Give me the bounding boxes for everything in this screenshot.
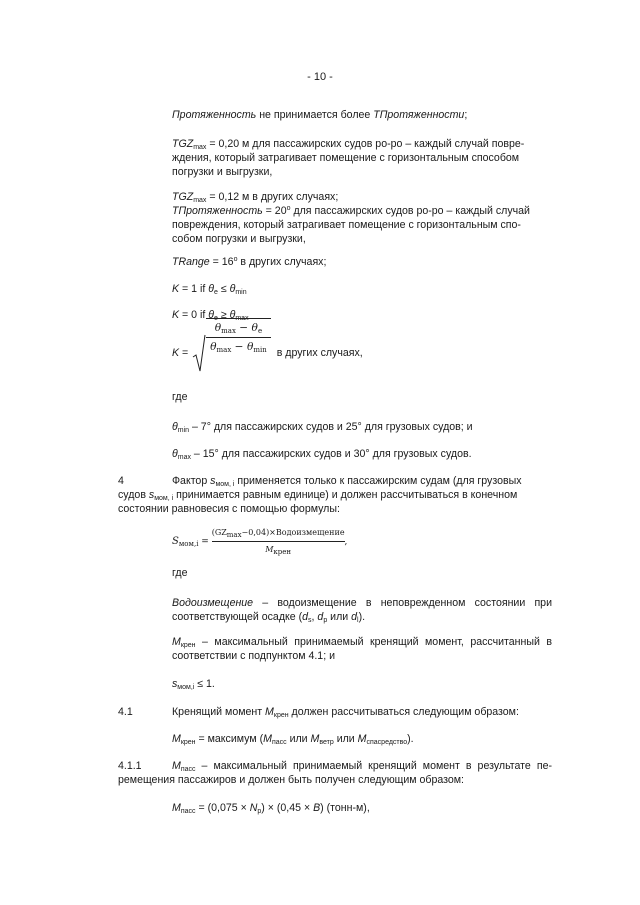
fraction-numerator: [212, 526, 345, 540]
line: [118, 759, 552, 773]
subscript: пасс: [271, 739, 287, 746]
text: применяется только к пассажирским судам (для грузовых: [234, 475, 522, 487]
var-s: s: [148, 489, 155, 501]
paragraph-trange: [172, 255, 552, 269]
text: соответствующей осадке (: [172, 611, 303, 623]
text: принимается равным единице) и должен рассчитываться в конечном: [173, 489, 518, 501]
text: ≥: [217, 309, 230, 321]
line: [172, 137, 552, 151]
paragraph-tgz-other: [172, 190, 552, 246]
var-d: d: [317, 611, 324, 623]
var-m: M: [265, 706, 274, 718]
line: ремещения пассажиров и должен быть получен следующим образом:: [118, 774, 464, 786]
var-s: S: [172, 535, 179, 547]
text: – максимальный принимаемый кренящий момент в результате пе-: [195, 760, 552, 772]
text: или: [327, 611, 352, 623]
text: −: [231, 341, 247, 353]
var-theta: θ: [210, 341, 217, 353]
line: погрузки и выгрузки,: [172, 166, 273, 178]
text: ).: [407, 733, 414, 745]
subscript: max: [216, 346, 232, 354]
var-m: M: [357, 733, 367, 745]
subscript: крен: [273, 548, 292, 556]
var-d: d: [302, 611, 309, 623]
text: =: [198, 536, 212, 547]
text: ) × (0,45 ×: [261, 802, 314, 814]
text: для пассажирских судов ро-ро – каждый случай: [290, 205, 530, 217]
fraction-denominator: [265, 543, 291, 557]
text: должен рассчитываться следующим образом:: [288, 706, 519, 718]
line: ждения, который затрагивает помещение с горизонтальным способом: [172, 152, 520, 164]
section-number: 4: [118, 475, 124, 487]
text: ;: [464, 109, 468, 121]
term-length: Протяженность: [172, 109, 257, 121]
subscript: p: [323, 617, 328, 624]
paragraph-m-heel-max: [172, 732, 552, 746]
fraction-bar: [212, 541, 345, 542]
text: = 0,12 м в других случаях;: [206, 191, 339, 203]
section-number: 4.1.1: [118, 760, 142, 772]
subscript: p: [257, 808, 262, 815]
text: (GZ: [211, 528, 227, 537]
superscript: o: [286, 205, 291, 212]
label-where: где: [172, 567, 188, 579]
var-s: s: [172, 678, 178, 690]
paragraph-m-heel: [172, 635, 552, 663]
paragraph-heeling-moment: [172, 705, 552, 719]
text: = 16: [209, 256, 234, 268]
formula-k-sqrt: [172, 322, 363, 373]
var-s: s: [210, 475, 216, 487]
var-m: M: [172, 636, 181, 648]
text: или: [333, 733, 358, 745]
sqrt-content: [206, 318, 271, 354]
var-theta: θ: [172, 421, 178, 433]
subscript: max: [177, 454, 191, 461]
paragraph-tgz-roro: [172, 137, 552, 179]
line: собом погрузки и выгрузки,: [172, 233, 306, 245]
var-m: M: [172, 760, 181, 772]
term-displacement: Водоизмещение: [172, 597, 254, 609]
var-theta: θ: [251, 322, 258, 334]
var-m: M: [265, 545, 274, 554]
text: Кренящий момент: [172, 706, 266, 718]
text: ≤: [217, 283, 230, 295]
subscript: s: [308, 617, 312, 624]
subscript: min: [253, 346, 267, 354]
term-tgz: TGZ: [172, 138, 194, 150]
term-tgz: TGZ: [172, 191, 194, 203]
line: [172, 204, 552, 218]
text: или: [286, 733, 311, 745]
text: ,: [344, 536, 348, 547]
paragraph-m-pass: [118, 759, 552, 787]
text: – 15° для пассажирских судов и 30° для грузовых судов.: [190, 448, 472, 460]
line: состоянии равновесия с помощью формулы:: [118, 503, 340, 515]
subscript: мом,i: [178, 539, 199, 548]
var-b: B: [313, 802, 321, 814]
subscript: max: [226, 531, 242, 539]
text: – 7° для пассажирских судов и 25° для грузовых судов; и: [189, 421, 473, 433]
paragraph-m-pass-formula: [172, 801, 552, 815]
line: [172, 596, 552, 610]
page-number: - 10 -: [307, 71, 333, 83]
text: = 0,20 м для пассажирских судов ро-ро – каждый случай повре-: [206, 138, 525, 150]
text: =: [179, 347, 192, 359]
line: [172, 610, 552, 624]
subscript: мом, i: [154, 495, 174, 502]
text: = максимум (: [195, 733, 264, 745]
subscript: спасредство: [366, 739, 408, 746]
paragraph-theta-max: [172, 447, 552, 461]
subscript: пасс: [180, 766, 196, 773]
subscript: крен: [180, 642, 196, 649]
text: – максимальный принимаемый кренящий момент, рассчитанный в: [195, 636, 552, 648]
subscript: l: [357, 617, 359, 624]
text: −0,04)×Водоизмещение: [241, 528, 345, 537]
fraction: [212, 526, 345, 557]
paragraph-k-equals-1: [172, 282, 552, 296]
paragraph-factor-s: [118, 474, 552, 516]
line: [118, 488, 552, 502]
subscript: max: [221, 327, 236, 335]
var-m: M: [172, 733, 181, 745]
var-theta: θ: [229, 283, 236, 295]
var-m: M: [263, 733, 272, 745]
formula-s-mom: [172, 526, 347, 557]
subscript: max: [193, 144, 207, 151]
subscript: крен: [180, 739, 196, 746]
subscript: max: [193, 197, 207, 204]
label-where: где: [172, 391, 188, 403]
line: [118, 474, 552, 488]
var-k: K: [172, 309, 180, 321]
text: = 1 if: [179, 283, 209, 295]
subscript: мом, i: [215, 481, 235, 488]
var-n: N: [249, 802, 258, 814]
text: судов: [118, 489, 149, 501]
subscript: min: [177, 427, 190, 434]
lhs: [172, 535, 198, 549]
subscript: пасс: [180, 808, 196, 815]
var-k: K: [172, 283, 180, 295]
term-t-length: TПротяженности: [373, 109, 465, 121]
subscript: мом,i: [177, 684, 195, 691]
text: = 0 if: [179, 309, 209, 321]
text: ≤ 1.: [194, 678, 215, 690]
fraction-denominator: [206, 340, 271, 354]
var-theta: θ: [172, 448, 178, 460]
paragraph-length-limit: [172, 108, 552, 122]
var-theta: θ: [208, 309, 214, 321]
fraction-bar: [206, 337, 271, 338]
line: соответствии с подпунктом 4.1; и: [172, 650, 335, 662]
var-theta: θ: [246, 341, 254, 353]
section-number: 4.1: [118, 706, 133, 718]
term-trange: TRange: [172, 256, 210, 268]
paragraph-s-limit: [172, 677, 552, 691]
subscript: min: [235, 289, 247, 296]
fraction-numerator: [211, 321, 266, 335]
sqrt-radical-icon: [192, 333, 206, 373]
text: = 20: [262, 205, 287, 217]
subscript: e: [257, 327, 263, 335]
text: ).: [358, 611, 366, 623]
var-m: M: [310, 733, 320, 745]
subscript: крен: [273, 712, 289, 719]
subscript: max: [235, 315, 249, 322]
line: [172, 190, 552, 204]
paragraph-displacement: [172, 596, 552, 624]
text: ,: [311, 611, 318, 623]
var-theta: θ: [214, 322, 222, 334]
text: в других случаях,: [276, 347, 363, 359]
text: в других случаях;: [237, 256, 327, 268]
superscript: o: [233, 256, 238, 263]
text: −: [235, 322, 252, 334]
var-theta: θ: [229, 309, 236, 321]
text: = (0,075 ×: [195, 802, 250, 814]
line: повреждения, который затрагивает помещение с горизонтальным спо-: [172, 219, 521, 231]
line: [172, 635, 552, 649]
var-d: d: [351, 611, 358, 623]
subscript: ветр: [319, 739, 334, 746]
paragraph-theta-min: [172, 420, 552, 434]
term-t-length: TПротяженность: [172, 205, 263, 217]
text: Фактор: [172, 475, 211, 487]
subscript: e: [213, 289, 218, 296]
text: не принимается более: [256, 109, 374, 121]
text: – водоизмещение в неповрежденном состоянии при: [253, 597, 552, 609]
var-m: M: [172, 802, 181, 814]
subscript: e: [213, 315, 218, 322]
text: ) (тонн-м),: [320, 802, 370, 814]
var-k: K: [172, 347, 180, 359]
var-theta: θ: [208, 283, 214, 295]
